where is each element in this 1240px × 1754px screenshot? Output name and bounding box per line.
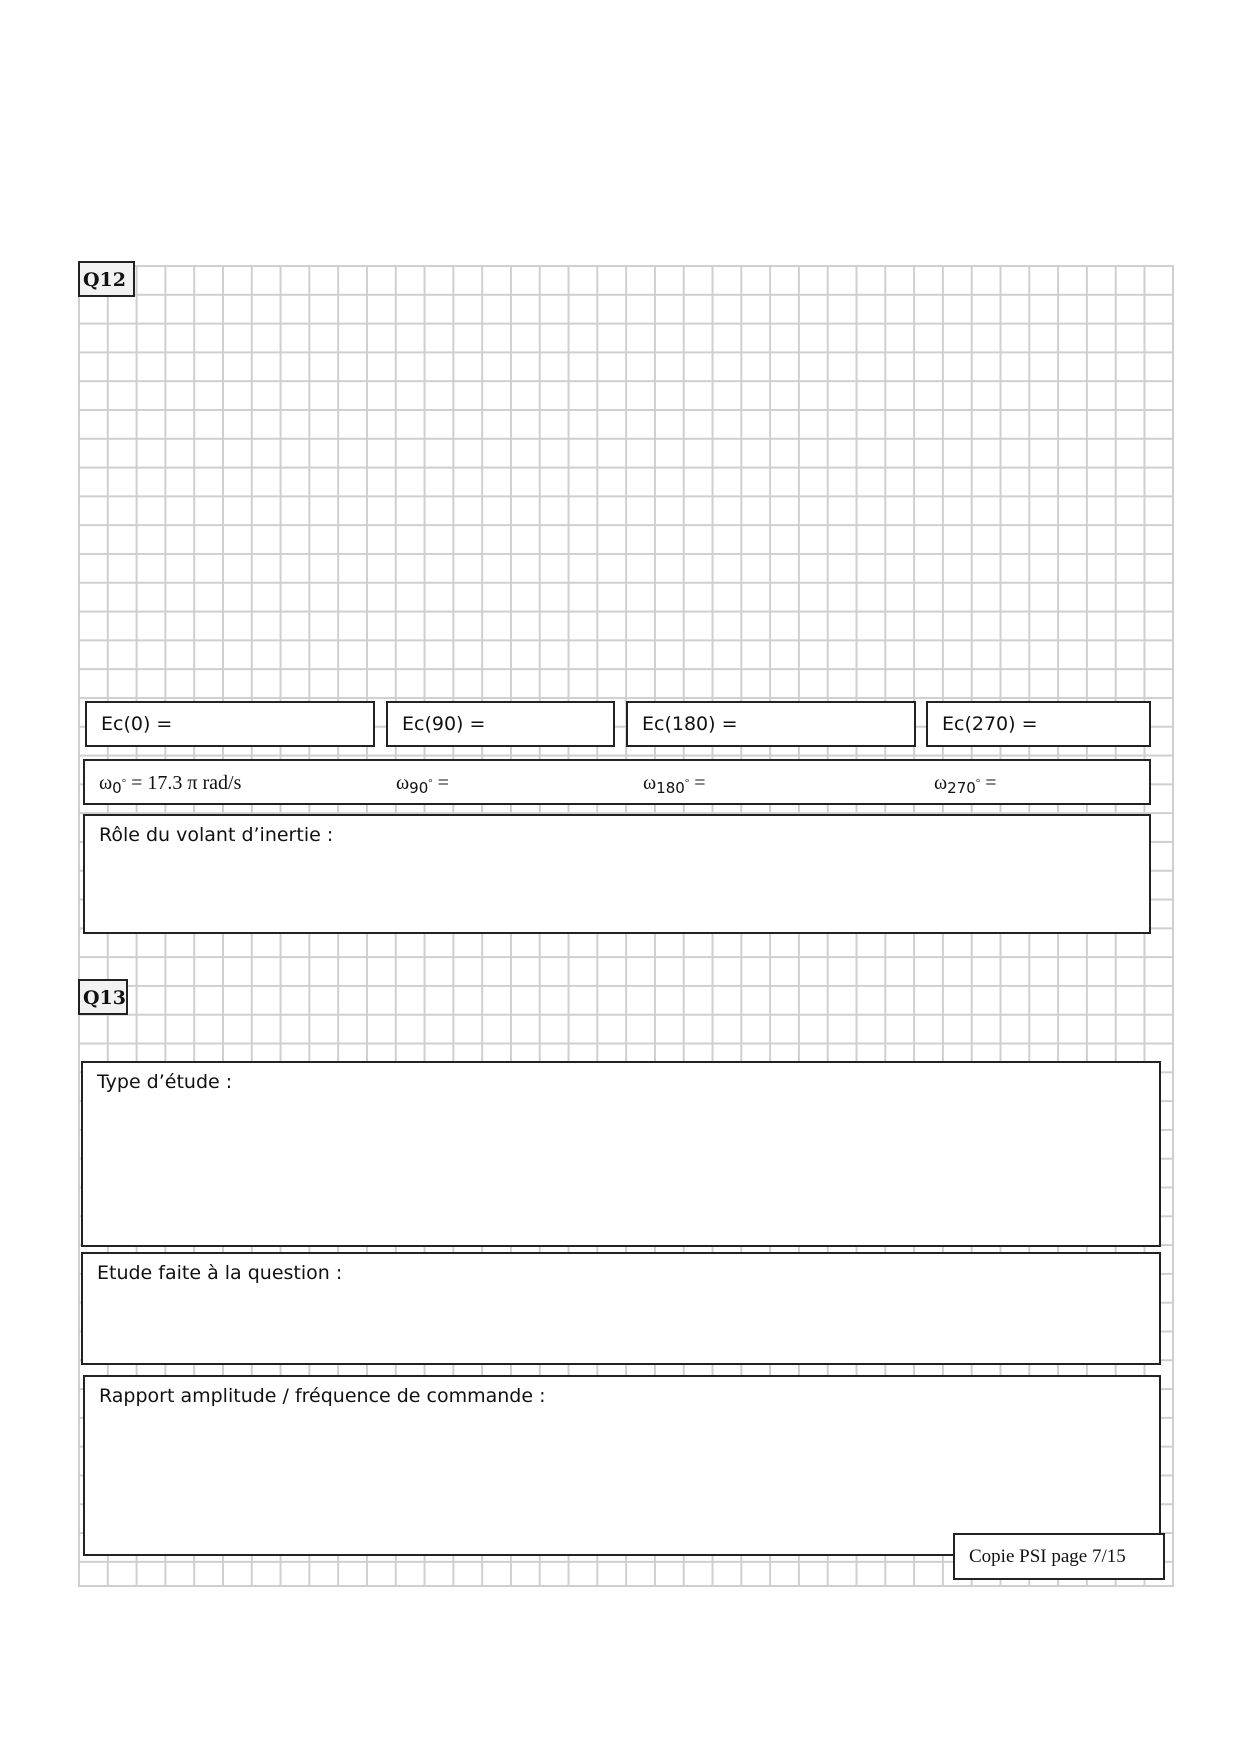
ec-90-field[interactable]: Ec(90) = bbox=[386, 701, 615, 747]
rapport-amplitude-answer-box[interactable] bbox=[83, 1375, 1161, 1556]
omega-row[interactable] bbox=[83, 759, 1151, 805]
question-label-q13: Q13 bbox=[78, 979, 128, 1015]
omega-0-value: $\omega_0^\circ = 17.3$ π rad/s bbox=[99, 772, 242, 797]
omega-90-value: $\omega_{90}^\circ$ = bbox=[396, 772, 449, 797]
omega-270-value: $\omega_{270}^\circ$ = bbox=[934, 772, 997, 797]
role-volant-label: Rôle du volant d’inertie : bbox=[99, 824, 334, 846]
omega-180-value: $\omega_{180}^\circ$ = bbox=[643, 772, 706, 797]
etude-question-answer-box[interactable] bbox=[81, 1252, 1161, 1365]
ec-0-field[interactable]: Ec(0) = bbox=[85, 701, 375, 747]
type-etude-answer-box[interactable] bbox=[81, 1061, 1161, 1247]
rapport-amplitude-label: Rapport amplitude / fréquence de commande : bbox=[99, 1385, 546, 1407]
ec-180-field[interactable]: Ec(180) = bbox=[626, 701, 916, 747]
page-footer: Copie PSI page 7/15 bbox=[953, 1533, 1165, 1580]
question-label-q12: Q12 bbox=[78, 261, 135, 297]
role-volant-answer-box[interactable] bbox=[83, 814, 1151, 934]
ec-270-field[interactable]: Ec(270) = bbox=[926, 701, 1151, 747]
type-etude-label: Type d’étude : bbox=[97, 1071, 233, 1093]
etude-question-label: Etude faite à la question : bbox=[97, 1262, 343, 1284]
